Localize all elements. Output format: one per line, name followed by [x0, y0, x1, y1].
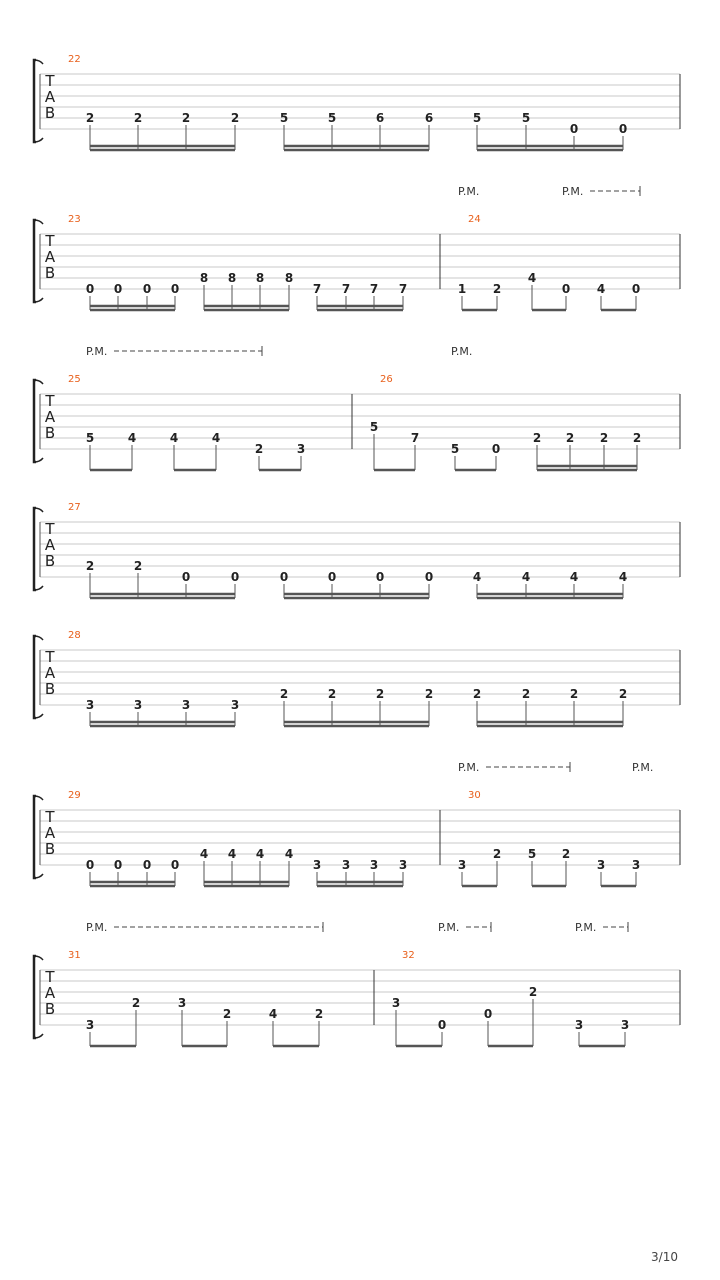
bracket-hook-bottom [34, 458, 43, 462]
fret-number: 3 [296, 442, 306, 456]
palm-mute-label: P.M. [562, 185, 584, 198]
fret-number: 4 [284, 847, 294, 861]
fret-number: 2 [561, 847, 571, 861]
bracket-hook-bottom [34, 298, 43, 302]
fret-number: 3 [341, 858, 351, 872]
fret-number: 3 [398, 858, 408, 872]
bracket-hook-bottom [34, 1034, 43, 1038]
fret-number: 3 [391, 996, 401, 1010]
palm-mute-label: P.M. [438, 921, 460, 934]
fret-number: 0 [279, 570, 289, 584]
fret-number: 2 [181, 111, 191, 125]
fret-number: 2 [528, 985, 538, 999]
fret-number: 2 [492, 847, 502, 861]
tab-clef-letter: B [44, 1000, 56, 1018]
fret-number: 1 [457, 282, 467, 296]
fret-number: 6 [375, 111, 385, 125]
fret-number: 3 [631, 858, 641, 872]
bracket-hook-bottom [34, 138, 43, 142]
fret-number: 7 [369, 282, 379, 296]
fret-number: 0 [230, 570, 240, 584]
fret-number: 3 [85, 698, 95, 712]
fret-number: 2 [133, 559, 143, 573]
system-bracket [34, 508, 36, 590]
fret-number: 3 [230, 698, 240, 712]
fret-number: 5 [450, 442, 460, 456]
fret-number: 0 [424, 570, 434, 584]
fret-number: 3 [457, 858, 467, 872]
fret-number: 8 [227, 271, 237, 285]
fret-number: 0 [181, 570, 191, 584]
fret-number: 0 [85, 282, 95, 296]
fret-number: 4 [199, 847, 209, 861]
fret-number: 7 [312, 282, 322, 296]
fret-number: 2 [222, 1007, 232, 1021]
measure-number: 32 [402, 950, 415, 961]
palm-mute-label: P.M. [632, 761, 654, 774]
measure-number: 29 [68, 790, 81, 801]
bracket-hook-top [34, 220, 43, 224]
fret-number: 4 [227, 847, 237, 861]
fret-number: 7 [410, 431, 420, 445]
fret-number: 4 [596, 282, 606, 296]
bracket-hook-bottom [34, 586, 43, 590]
fret-number: 0 [170, 282, 180, 296]
fret-number: 0 [142, 282, 152, 296]
palm-mute-label: P.M. [575, 921, 597, 934]
fret-number: 4 [521, 570, 531, 584]
bracket-hook-top [34, 380, 43, 384]
tab-clef-letter: B [44, 264, 56, 282]
fret-number: 3 [133, 698, 143, 712]
tab-clef-letter: T [45, 520, 55, 538]
fret-number: 2 [279, 687, 289, 701]
fret-number: 0 [618, 122, 628, 136]
tab-clef-letter: B [44, 552, 56, 570]
tab-clef-letter: A [44, 824, 56, 842]
system-bracket [34, 796, 36, 878]
fret-number: 4 [255, 847, 265, 861]
system-bracket [34, 60, 36, 142]
system-bracket [34, 636, 36, 718]
fret-number: 2 [85, 559, 95, 573]
fret-number: 2 [327, 687, 337, 701]
fret-number: 8 [284, 271, 294, 285]
fret-number: 4 [127, 431, 137, 445]
measure-number: 30 [468, 790, 481, 801]
fret-number: 4 [618, 570, 628, 584]
fret-number: 0 [631, 282, 641, 296]
fret-number: 5 [527, 847, 537, 861]
palm-mute-label: P.M. [86, 345, 108, 358]
bracket-hook-bottom [34, 714, 43, 718]
tab-clef-letter: A [44, 408, 56, 426]
fret-number: 2 [133, 111, 143, 125]
measure-number: 22 [68, 54, 81, 65]
fret-number: 2 [472, 687, 482, 701]
fret-number: 8 [199, 271, 209, 285]
tab-clef-letter: B [44, 840, 56, 858]
bracket-hook-top [34, 956, 43, 960]
bracket-hook-top [34, 508, 43, 512]
tab-clef-letter: A [44, 664, 56, 682]
tab-clef-letter: T [45, 808, 55, 826]
measure-number: 23 [68, 214, 81, 225]
fret-number: 0 [85, 858, 95, 872]
fret-number: 0 [483, 1007, 493, 1021]
tab-clef-letter: A [44, 248, 56, 266]
fret-number: 4 [569, 570, 579, 584]
fret-number: 8 [255, 271, 265, 285]
tab-clef-letter: T [45, 968, 55, 986]
fret-number: 4 [211, 431, 221, 445]
measure-number: 27 [68, 502, 81, 513]
fret-number: 0 [375, 570, 385, 584]
palm-mute-label: P.M. [86, 921, 108, 934]
bracket-hook-top [34, 60, 43, 64]
fret-number: 5 [521, 111, 531, 125]
page-number: 3/10 [651, 1250, 678, 1264]
fret-number: 3 [596, 858, 606, 872]
tab-clef-letter: B [44, 104, 56, 122]
fret-number: 3 [574, 1018, 584, 1032]
fret-number: 2 [424, 687, 434, 701]
fret-number: 0 [142, 858, 152, 872]
fret-number: 2 [632, 431, 642, 445]
fret-number: 0 [569, 122, 579, 136]
fret-number: 3 [312, 858, 322, 872]
fret-number: 3 [177, 996, 187, 1010]
tab-clef-letter: B [44, 424, 56, 442]
measure-number: 24 [468, 214, 481, 225]
measure-number: 31 [68, 950, 81, 961]
tab-clef-letter: T [45, 392, 55, 410]
fret-number: 4 [268, 1007, 278, 1021]
fret-number: 2 [230, 111, 240, 125]
bracket-hook-top [34, 796, 43, 800]
measure-number: 26 [380, 374, 393, 385]
fret-number: 2 [618, 687, 628, 701]
tab-clef-letter: T [45, 648, 55, 666]
fret-number: 0 [170, 858, 180, 872]
fret-number: 5 [85, 431, 95, 445]
fret-number: 0 [491, 442, 501, 456]
palm-mute-label: P.M. [451, 345, 473, 358]
system-bracket [34, 220, 36, 302]
fret-number: 3 [369, 858, 379, 872]
fret-number: 2 [131, 996, 141, 1010]
tab-clef-letter: A [44, 536, 56, 554]
fret-number: 0 [437, 1018, 447, 1032]
fret-number: 2 [521, 687, 531, 701]
fret-number: 5 [369, 420, 379, 434]
fret-number: 2 [569, 687, 579, 701]
tab-clef-letter: B [44, 680, 56, 698]
fret-number: 2 [492, 282, 502, 296]
fret-number: 2 [565, 431, 575, 445]
palm-mute-label: P.M. [458, 185, 480, 198]
fret-number: 4 [472, 570, 482, 584]
fret-number: 2 [85, 111, 95, 125]
fret-number: 2 [314, 1007, 324, 1021]
fret-number: 7 [398, 282, 408, 296]
system-bracket [34, 380, 36, 462]
fret-number: 7 [341, 282, 351, 296]
measure-number: 28 [68, 630, 81, 641]
system-bracket [34, 956, 36, 1038]
fret-number: 2 [375, 687, 385, 701]
fret-number: 2 [532, 431, 542, 445]
measure-number: 25 [68, 374, 81, 385]
fret-number: 0 [327, 570, 337, 584]
tab-clef-letter: A [44, 984, 56, 1002]
bracket-hook-top [34, 636, 43, 640]
tab-clef-letter: T [45, 72, 55, 90]
tab-clef-letter: T [45, 232, 55, 250]
fret-number: 0 [113, 282, 123, 296]
fret-number: 0 [113, 858, 123, 872]
fret-number: 2 [254, 442, 264, 456]
fret-number: 5 [327, 111, 337, 125]
fret-number: 6 [424, 111, 434, 125]
fret-number: 5 [472, 111, 482, 125]
fret-number: 2 [599, 431, 609, 445]
bracket-hook-bottom [34, 874, 43, 878]
fret-number: 0 [561, 282, 571, 296]
tab-clef-letter: A [44, 88, 56, 106]
fret-number: 4 [527, 271, 537, 285]
fret-number: 5 [279, 111, 289, 125]
fret-number: 3 [85, 1018, 95, 1032]
fret-number: 3 [181, 698, 191, 712]
palm-mute-label: P.M. [458, 761, 480, 774]
fret-number: 3 [620, 1018, 630, 1032]
fret-number: 4 [169, 431, 179, 445]
